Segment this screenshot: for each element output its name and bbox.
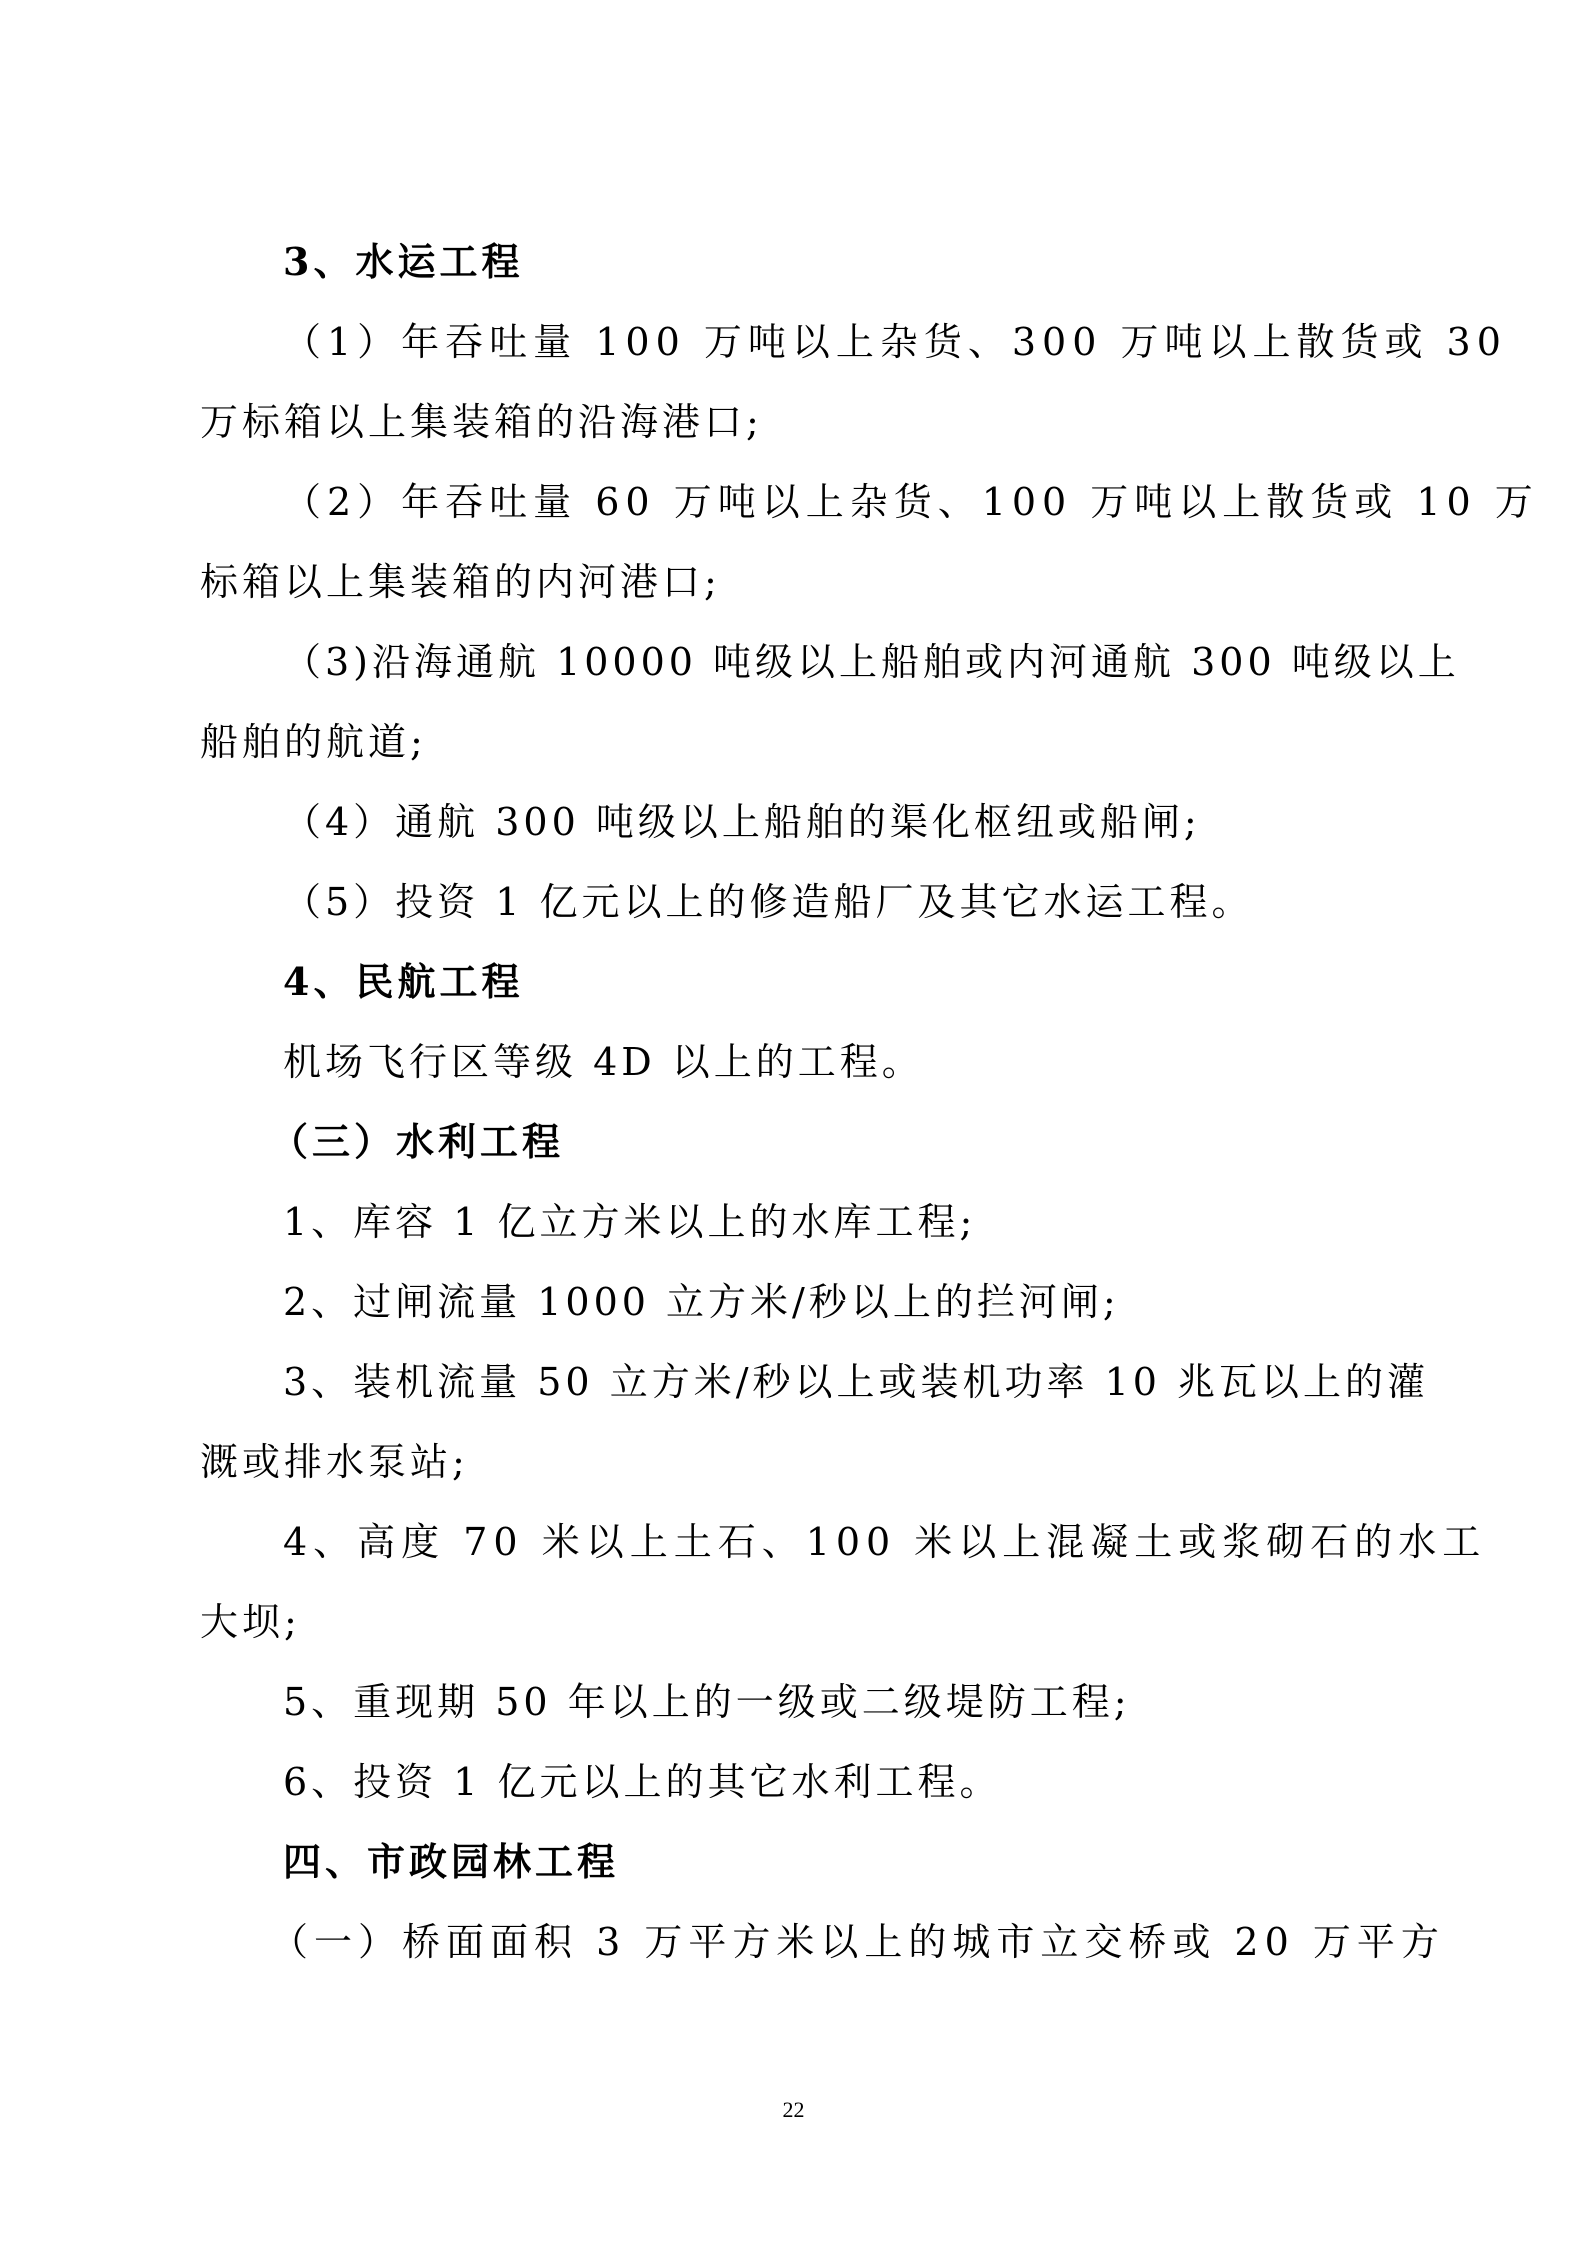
paragraph-line: （一）桥面面积 3 万平方米以上的城市立交桥或 20 万平方 <box>270 1920 1445 1964</box>
paragraph-line: （2）年吞吐量 60 万吨以上杂货、100 万吨以上散货或 10 万 <box>283 480 1539 524</box>
paragraph-line: 船舶的航道; <box>200 720 427 764</box>
paragraph-line: 标箱以上集装箱的内河港口; <box>200 560 721 604</box>
paragraph-line: （1）年吞吐量 100 万吨以上杂货、300 万吨以上散货或 30 <box>283 320 1507 364</box>
heading-water-transport: 3、水运工程 <box>283 239 524 284</box>
paragraph-line: 溉或排水泵站; <box>200 1440 469 1484</box>
paragraph-line: （4）通航 300 吨级以上船舶的渠化枢纽或船闸; <box>283 800 1201 844</box>
paragraph-line: 1、库容 1 亿立方米以上的水库工程; <box>283 1200 977 1244</box>
heading-civil-aviation: 4、民航工程 <box>283 959 524 1004</box>
paragraph-line: 3、装机流量 50 立方米/秒以上或装机功率 10 兆瓦以上的灌 <box>283 1360 1430 1404</box>
heading-municipal-landscape: 四、市政园林工程 <box>283 1839 620 1884</box>
paragraph-line: 万标箱以上集装箱的沿海港口; <box>200 400 763 444</box>
paragraph-line: （5）投资 1 亿元以上的修造船厂及其它水运工程。 <box>283 880 1254 924</box>
paragraph-line: （3)沿海通航 10000 吨级以上船舶或内河通航 300 吨级以上 <box>283 640 1460 684</box>
paragraph-line: 5、重现期 50 年以上的一级或二级堤防工程; <box>283 1680 1131 1724</box>
paragraph-line: 机场飞行区等级 4D 以上的工程。 <box>283 1040 924 1084</box>
paragraph-line: 4、高度 70 米以上土石、100 米以上混凝土或浆砌石的水工 <box>283 1520 1487 1564</box>
paragraph-line: 6、投资 1 亿元以上的其它水利工程。 <box>283 1760 1002 1804</box>
paragraph-line: 2、过闸流量 1000 立方米/秒以上的拦河闸; <box>283 1280 1120 1324</box>
heading-water-conservancy: （三）水利工程 <box>270 1119 565 1164</box>
paragraph-line: 大坝; <box>200 1600 301 1644</box>
page-number: 22 <box>782 2097 805 2122</box>
